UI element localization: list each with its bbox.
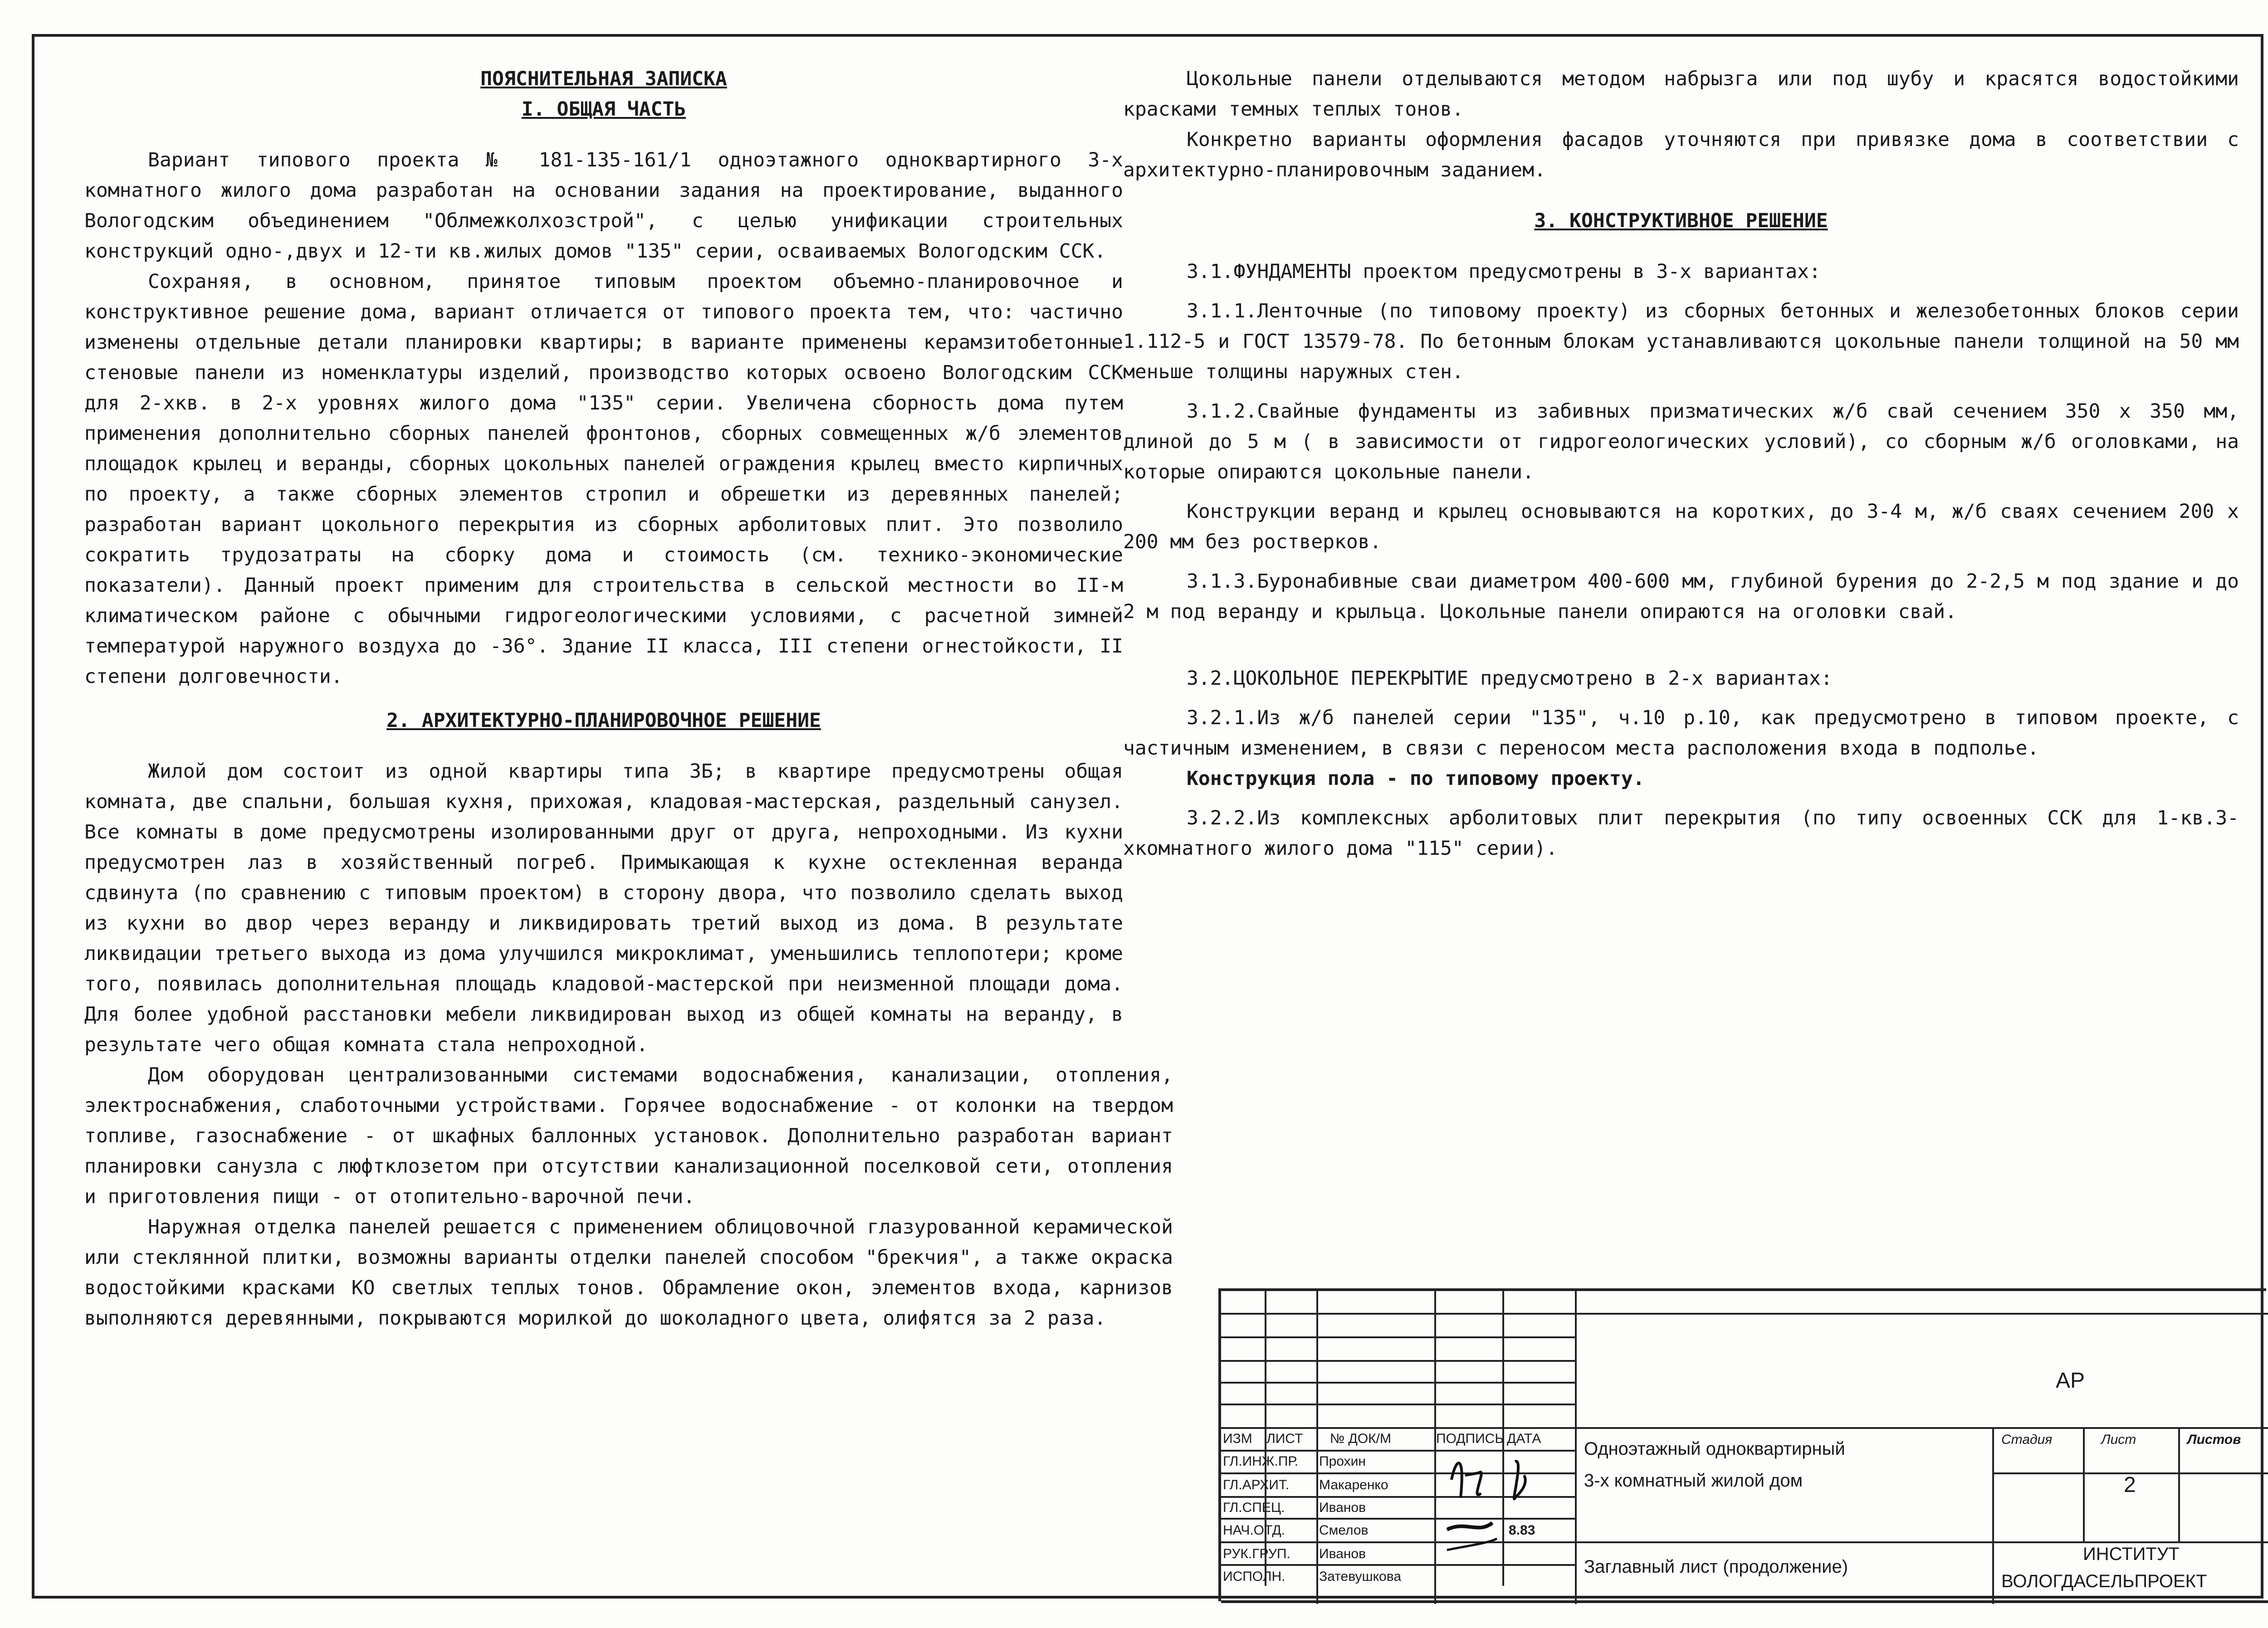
stamp-header-list-no: Лист — [2101, 1432, 2136, 1447]
stamp-name-6: Затевушкова — [1319, 1569, 1402, 1584]
stamp-role-3: ГЛ.СПЕЦ. — [1223, 1500, 1285, 1515]
section-1-paragraph-2: Сохраняя, в основном, принятое типовым проектом объемно-планировочное и конструктивное решение дома, вариант отличается от типового проекта тем, что: частично изменены отдельные детали планировки квартиры; в варианте применены керамзитобетонные стеновые панели из номенклатуры изделий, производство которых освоено Вологодским ССК для 2-хкв. в 2-х уровнях жилого дома "135" серии. Увеличена сборность дома путем применения дополнительно сборных панелей фронтонов, сборных совмещенных ж/б элементов площадок крылец и веранды, сборных цокольных панелей ограждения крылец вместо кирпичных по проекту, а также сборных элементов стропил и обрешетки из деревянных панелей; разработан вариант цокольного перекрытия из сборных арболитовых плит. Это позволило сократить трудозатраты на сборку дома и стоимость (см. технико-экономические показатели). Данный проект применим для строительства в сельской местности во II-м климатическом районе с обычными гидрогеологическими условиями, с расчетной зимней температурой наружного воздуха до -36°. Здание II класса, III степени огнестойкости, II степени долговечности. — [84, 270, 1123, 688]
section-3-paragraph-4: Конструкции веранд и крылец основываются на коротких, до 3-4 м, ж/б сваях сечением 200 х 200 мм без ростверков. — [1123, 500, 2239, 553]
stamp-header-ndok: № ДОК/М — [1330, 1431, 1391, 1446]
object-title-line-1: Одноэтажный одноквартирный — [1584, 1439, 1845, 1459]
section-3-paragraph-3: 3.1.2.Свайные фундаменты из забивных призматических ж/б свай сечением 350 х 350 мм, длиной до 5 м ( в зависимости от гидрогеологических условий), со сборным ж/б оголовками, на которые опираются цокольные панели. — [1123, 400, 2239, 483]
section-3-paragraph-6: 3.2.ЦОКОЛЬНОЕ ПЕРЕКРЫТИЕ предусмотрено в 2-х вариантах: — [1187, 667, 1833, 690]
drawing-set-code: АР — [2056, 1369, 2085, 1393]
sheet-title: Заглавный лист (продолжение) — [1584, 1557, 1848, 1577]
stamp-name-1: Прохин — [1319, 1454, 1366, 1469]
object-title-line-2: 3-х комнатный жилой дом — [1584, 1471, 1803, 1491]
section-3-paragraph-7: 3.2.1.Из ж/б панелей серии "135", ч.10 р.10, как предусмотрено в типовом проекте, с частичным изменением, в связи с переносом места расположения входа в подполье. — [1123, 707, 2239, 760]
stamp-header-izm: ИЗМ — [1223, 1431, 1252, 1446]
sheet-number: 2 — [2124, 1473, 2136, 1497]
stamp-name-2: Макаренко — [1319, 1477, 1388, 1492]
organization-line-2: ВОЛОГДАСЕЛЬПРОЕКТ — [2001, 1571, 2207, 1591]
signature-scribbles — [1438, 1430, 1574, 1566]
section-2-title: 2. АРХИТЕКТУРНО-ПЛАНИРОВОЧНОЕ РЕШЕНИЕ — [386, 709, 821, 732]
stamp-name-5: Иванов — [1319, 1546, 1366, 1561]
section-2-paragraph-5: Конкретно варианты оформления фасадов уточняются при привязке дома в соответствии с архитектурно-планировочным заданием. — [1123, 128, 2239, 181]
organization-line-1: ИНСТИТУТ — [2083, 1544, 2180, 1564]
section-3-paragraph-1: 3.1.ФУНДАМЕНТЫ проектом предусмотрены в 3-х вариантах: — [1187, 260, 1821, 283]
stamp-header-list: ЛИСТ — [1266, 1431, 1303, 1446]
stamp-header-data: ДАТА — [1507, 1431, 1541, 1446]
stamp-date: 8.83 — [1509, 1523, 1535, 1538]
stamp-header-podpis: ПОДПИСЬ — [1436, 1431, 1504, 1446]
stamp-role-5: РУК.ГРУП. — [1223, 1546, 1290, 1561]
section-3-paragraph-9: 3.2.2.Из комплексных арболитовых плит перекрытия (по типу освоенных ССК для 1-кв.3-хкомнатного жилого дома "115" серии). — [1123, 807, 2239, 860]
stamp-name-3: Иванов — [1319, 1500, 1366, 1515]
section-2-paragraph-2: Дом оборудован централизованными системами водоснабжения, канализации, отопления, электроснабжения, слаботочными устройствами. Горячее водоснабжение - от колонки на твердом топливе, газоснабжение - от шкафных баллонных установок. Дополнительно разработан вариант планировки санузла с люфтклозетом при отсутствии канализационной поселковой сети, отопления и приготовления пищи - от отопительно-варочной печи. — [84, 1064, 1173, 1208]
stamp-role-4: НАЧ.ОТД. — [1223, 1523, 1285, 1538]
stamp-header-stadia: Стадия — [2001, 1432, 2053, 1447]
stamp-role-1: ГЛ.ИНЖ.ПР. — [1223, 1454, 1299, 1469]
section-1-paragraph-1: Вариант типового проекта № 181-135-161/1 одноэтажного одноквартирного 3-х комнатного жилого дома разработан на основании задания на проектирование, выданного Вологодским объединением "Облмежколхозстрой", с целью унификации строительных конструкций одно-,двух и 12-ти кв.жилых домов "135" серии, осваиваемых Вологодским ССК. — [84, 149, 1123, 263]
section-1-title: I. ОБЩАЯ ЧАСТЬ — [521, 98, 686, 121]
section-3-title: 3. КОНСТРУКТИВНОЕ РЕШЕНИЕ — [1534, 210, 1828, 232]
section-3-paragraph-8: Конструкция пола - по типовому проекту. — [1187, 767, 1645, 790]
stamp-name-4: Смелов — [1319, 1523, 1369, 1538]
section-2-paragraph-3: Наружная отделка панелей решается с применением облицовочной глазурованной керамической или стеклянной плитки, возможны варианты отделки панелей способом "брекчия", а также окраска водостойкими красками КО светлых теплых тонов. Обрамление окон, элементов входа, карнизов выполняются деревянными, покрываются морилкой до шоколадного цвета, олифятся за 2 раза. — [84, 1216, 1173, 1330]
document-title: ПОЯСНИТЕЛЬНАЯ ЗАПИСКА — [480, 68, 727, 90]
left-column — [84, 64, 1173, 1334]
right-column — [1123, 64, 2239, 864]
stamp-role-6: ИСПОЛН. — [1223, 1569, 1286, 1584]
section-2-paragraph-1: Жилой дом состоит из одной квартиры типа 3Б; в квартире предусмотрены общая комната, две спальни, большая кухня, прихожая, кладовая-мастерская, раздельный санузел. Все комнаты в доме предусмотрены изолированными друг от друга, непроходными. Из кухни предусмотрен лаз в хозяйственный погреб. Примыкающая к кухне остекленная веранда сдвинута (по сравнению с типовым проектом) в сторону двора, что позволило сделать выход из кухни во двор через веранду и ликвидировать третий выход из дома. В результате ликвидации третьего выхода из дома улучшился микроклимат, уменьшились теплопотери; кроме того, появилась дополнительная площадь кладовой-мастерской при неизменной площади дома. Для более удобной расстановки мебели ликвидирован выход из общей комнаты на веранду, в результате чего общая комната стала непроходной. — [84, 760, 1123, 1056]
stamp-role-2: ГЛ.АРХИТ. — [1223, 1477, 1290, 1492]
section-2-paragraph-4: Цокольные панели отделываются методом набрызга или под шубу и красятся водостойкими красками темных теплых тонов. — [1123, 68, 2239, 121]
drawing-sheet — [32, 34, 2263, 1599]
stamp-header-listov: Листов — [2187, 1432, 2241, 1447]
section-3-paragraph-5: 3.1.3.Буронабивные сваи диаметром 400-600 мм, глубиной бурения до 2-2,5 м под здание и до 2 м под веранду и крыльца. Цокольные панели опираются на оголовки свай. — [1123, 570, 2239, 623]
section-3-paragraph-2: 3.1.1.Ленточные (по типовому проекту) из сборных бетонных и железобетонных блоков серии 1.112-5 и ГОСТ 13579-78. По бетонным блокам устанавливаются цокольные панели толщиной на 50 мм меньше толщины наружных стен. — [1123, 300, 2239, 383]
title-block-stamp — [1218, 1288, 2266, 1601]
